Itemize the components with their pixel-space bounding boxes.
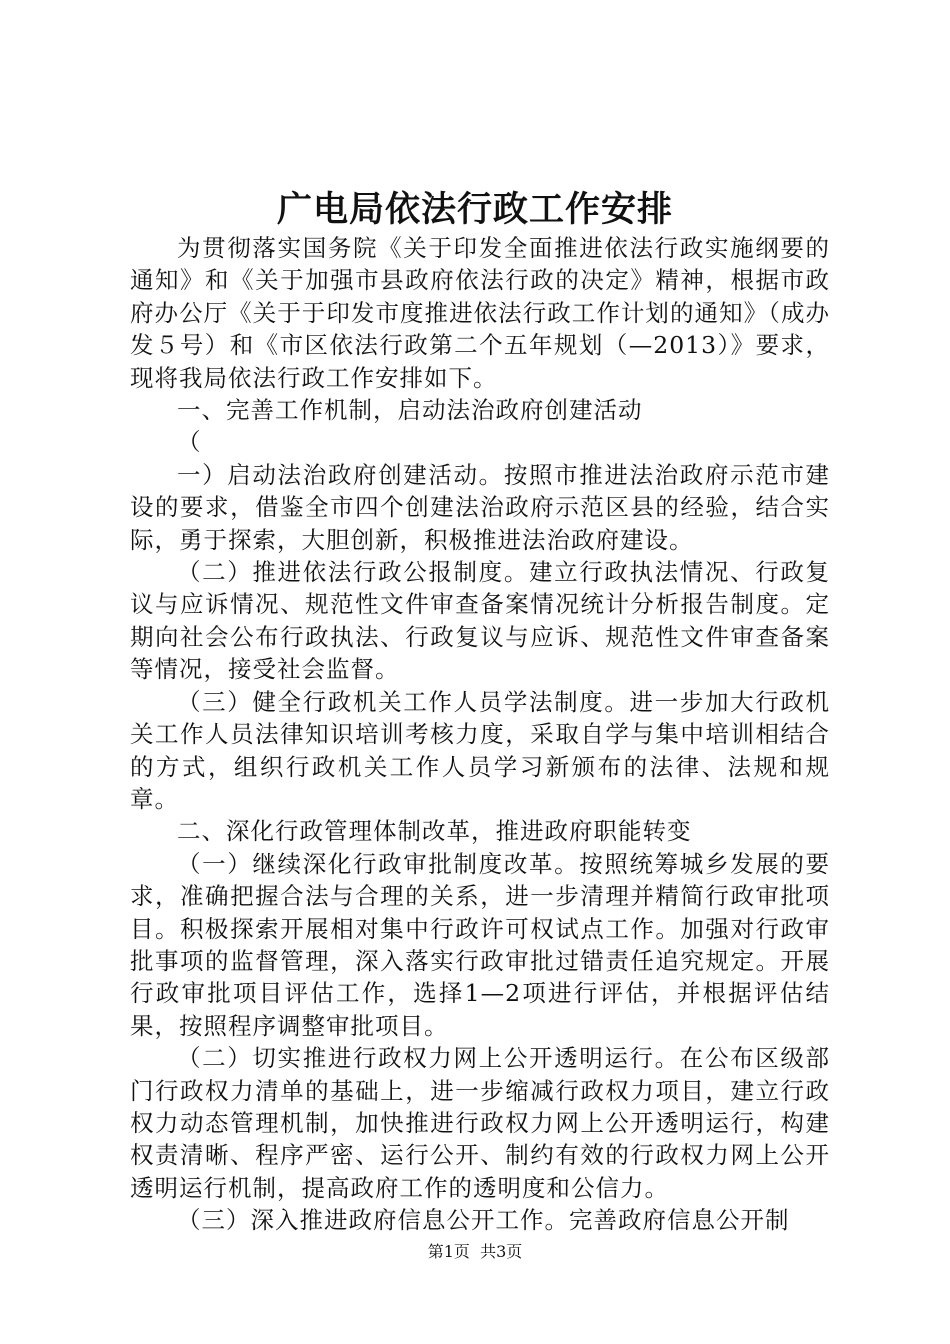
body-paragraph: （三）健全行政机关工作人员学法制度。进一步加大行政机关工作人员法律知识培训考核力度，采取自学与集中培训相结合的方式，组织行政机关工作人员学习新颁布的法律、法规和规章。	[130, 687, 830, 813]
body-paragraph: （二）推进依法行政公报制度。建立行政执法情况、行政复议与应诉情况、规范性文件审查备案情况统计分析报告制度。定期向社会公布行政执法、行政复议与应诉、规范性文件审查备案等情况，接受社会监督。	[130, 558, 830, 684]
body-paragraph: （二）切实推进行政权力网上公开透明运行。在公布区级部门行政权力清单的基础上，进一步缩减行政权力项目，建立行政权力动态管理机制，加快推进行政权力网上公开透明运行，构建权责清晰、程序严密、运行公开、制约有效的行政权力网上公开透明运行机制，提高政府工作的透明度和公信力。	[130, 1044, 830, 1202]
intro-paragraph: 为贯彻落实国务院《关于印发全面推进依法行政实施纲要的通知》和《关于加强市县政府依法行政的决定》精神，根据市政府办公厅《关于于印发市度推进依法行政工作计划的通知》（成办发５号）和《市区依法行政第二个五年规划（—2013）》要求，现将我局依法行政工作安排如下。	[130, 234, 830, 392]
body-paragraph: （三）深入推进政府信息公开工作。完善政府信息公开制	[177, 1206, 790, 1235]
document-body	[130, 232, 830, 1237]
document-title: 广电局依法行政工作安排	[276, 189, 673, 230]
body-paragraph: （一）继续深化行政审批制度改革。按照统筹城乡发展的要求，准确把握合法与合理的关系，进一步清理并精简行政审批项目。积极探索开展相对集中行政许可权试点工作。加强对行政审批事项的监督管理，深入落实行政审批过错责任追究规定。开展行政审批项目评估工作，选择1—2项进行评估，并根据评估结果，按照程序调整审批项目。	[130, 849, 830, 1040]
stray-parenthesis-line: （	[177, 428, 202, 457]
section-heading-1: 一、完善工作机制，启动法治政府创建活动	[177, 396, 643, 425]
page-footer: 第1页 共3页	[427, 1242, 523, 1261]
body-paragraph: 一）启动法治政府创建活动。按照市推进法治政府示范市建设的要求，借鉴全市四个创建法治政府示范区县的经验，结合实际，勇于探索，大胆创新，积极推进法治政府建设。	[130, 460, 830, 554]
section-heading-2: 二、深化行政管理体制改革，推进政府职能转变	[177, 817, 692, 846]
